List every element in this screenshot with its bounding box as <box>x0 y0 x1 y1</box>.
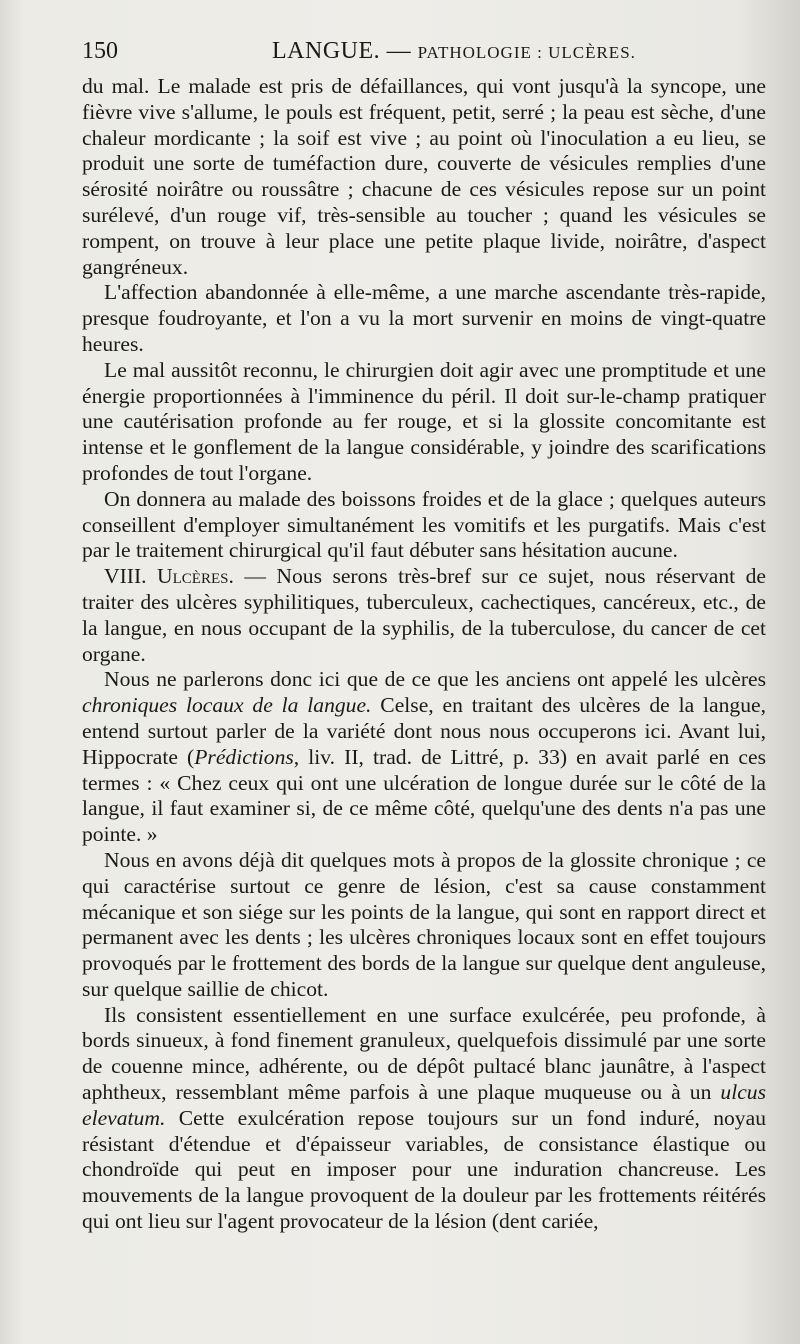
paragraph-6-italic: chroniques locaux de la langue. <box>82 693 372 718</box>
running-head-subtitle: PATHOLOGIE : ULCÈRES. <box>417 43 636 62</box>
running-head-separator: — <box>380 38 418 64</box>
paragraph-3: Le mal aussitôt reconnu, le chirurgien doit agir avec une promptitude et une énergie proportionnées à l'imminence du péril. Il doit sur-le-champ pratiquer une cautérisation profonde au fer rouge, et si la glossite concomitante est intense et le gonflement de la langue considérable, y joindre des scarifications profondes de tout l'organe. <box>82 357 766 485</box>
paragraph-1: du mal. Le malade est pris de défaillances, qui vont jusqu'à la syncope, une fièvre vive s'allume, le pouls est fréquent, petit, serré ; la peau est sèche, d'une chaleur mordicante ; la soif est vive ; au point où l'inoculation a eu lieu, se produit une sorte de tuméfaction dure, couverte de vésicules remplies d'une sérosité noirâtre ou roussâtre ; chacune de ces vésicules repose sur un point surélevé, d'un rouge vif, très-sensible au toucher ; quand les vésicules se rompent, on trouve à leur place une petite plaque livide, noirâtre, d'aspect gangréneux. <box>82 74 766 279</box>
paragraph-8-italic: ulcus elevatum. <box>82 1080 766 1130</box>
paragraph-6-italic-2: Prédictions <box>194 744 294 769</box>
section-number: VIII. <box>104 564 147 589</box>
page-number: 150 <box>82 38 118 64</box>
paragraph-6-text-c: , liv. II, trad. de Littré, p. 33) en avait parlé en ces termes : « Chez ceux qui ont une ulcération de longue durée sur le côté de la langue, il faut examiner si, de ce même côté, quelqu'une des dents n'a pas une pointe. » <box>82 744 766 847</box>
paragraph-6-text-b: Celse, en traitant des ulcères de la langue, entend surtout parler de la variété dont nous nous occuperons ici. Avant lui, Hippocrate ( <box>82 693 766 769</box>
paragraph-5-section-viii <box>82 564 766 667</box>
paragraph-6-text-a: Nous ne parlerons donc ici que de ce que les anciens ont appelé les ulcères <box>104 667 766 692</box>
paragraph-2: L'affection abandonnée à elle-même, a une marche ascendante très-rapide, presque foudroyante, et l'on a vu la mort survenir en moins de vingt-quatre heures. <box>82 280 766 356</box>
body-text <box>82 74 766 1235</box>
paragraph-8-text-a: Ils consistent essentiellement en une surface exulcérée, peu profonde, à bords sinueux, à fond finement granuleux, quelquefois dissimulé par une sorte de couenne mince, adhérente, ou de dépôt pultacé blanc jaunâtre, à l'aspect aphtheux, ressemblant même parfois à une plaque muqueuse ou à un <box>82 1002 766 1105</box>
running-head <box>272 38 636 65</box>
paragraph-6 <box>82 667 766 848</box>
section-heading: Ulcères. <box>157 564 234 589</box>
paragraph-8 <box>82 1003 766 1235</box>
paragraph-8-text-b: Cette exulcération repose toujours sur un fond induré, noyau résistant d'étendue et d'épaisseur variables, de consistance élastique ou chondroïde qui peut en imposer pour une induration chancreuse. Les mouvements de la langue provoquent de la douleur par les frottements réitérés qui ont lieu sur l'agent provocateur de la lésion (dent cariée, <box>82 1105 766 1234</box>
paragraph-7: Nous en avons déjà dit quelques mots à propos de la glossite chronique ; ce qui caractérise surtout ce genre de lésion, c'est sa cause constamment mécanique et son siége sur les points de la langue, qui sont en rapport direct et permanent avec les dents ; les ulcères chroniques locaux sont en effet toujours provoqués par le frottement des bords de la langue sur quelque dent anguleuse, sur quelque saillie de chicot. <box>82 847 766 1001</box>
paragraph-4: On donnera au malade des boissons froides et de la glace ; quelques auteurs conseillent d'employer simultanément les vomitifs et les purgatifs. Mais c'est par le traitement chirurgical qu'il faut débuter sans hésitation aucune. <box>82 486 766 563</box>
section-text: — Nous serons très-bref sur ce sujet, nous réservant de traiter des ulcères syphilitiques, tuberculeux, cachectiques, cancéreux, etc., de la langue, en nous occupant de la syphilis, de la tuberculose, du cancer de cet organe. <box>82 564 766 666</box>
page-header <box>82 38 760 68</box>
running-head-title: LANGUE. <box>272 38 381 64</box>
